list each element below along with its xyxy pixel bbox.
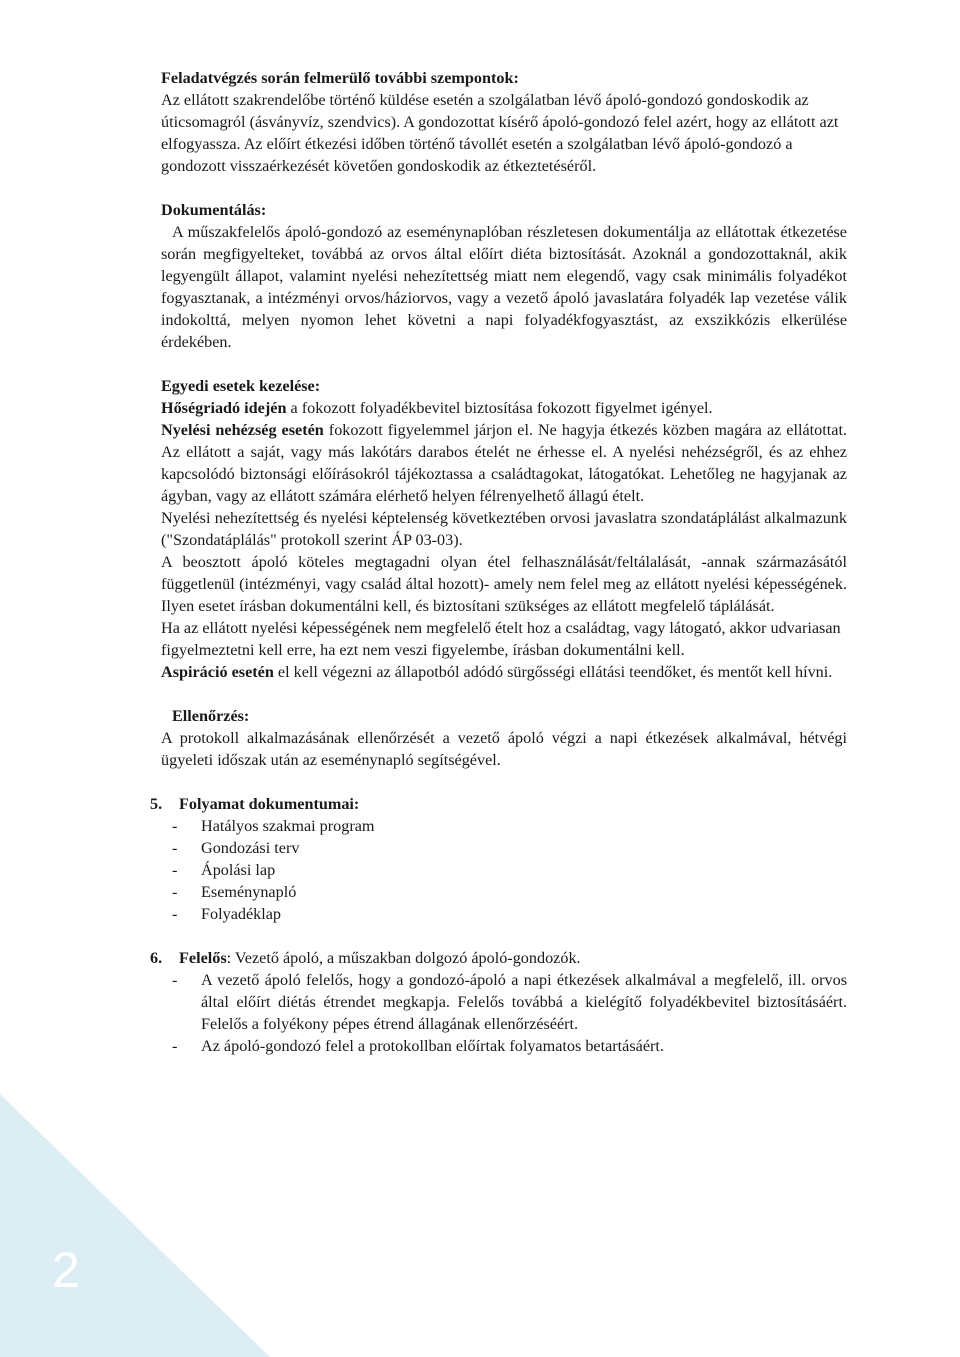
dash-bullet: - bbox=[172, 817, 178, 835]
section-folyamat-dokumentumai bbox=[150, 793, 847, 925]
nyelesi-nehezseg-label: Nyelési nehézség esetén bbox=[161, 421, 324, 439]
dokumentalas-paragraph: A műszakfelelős ápoló-gondozó az eseménynaplóban részletesen dokumentálja az ellátottak étkezetése során megfigyelteket, továbbá az orvos által előírt diéta biztosítását. Azoknál a gondozottaknál, akik legyengült állapot, valamint nyelési nehezítettség miatt nem elegendő, vagy csak minimális folyadékot fogyasztanak, a intézményi orvos/háziorvos, vagy a vezető ápoló javaslatára folyadék lap vezetése válik indokolttá, melyen nyomon lehet követni a napi folyadékfogyasztást, az exszikkózis elkerülése érdekében. bbox=[161, 223, 847, 351]
list-item bbox=[161, 815, 847, 837]
aspiracio-label: Aspiráció esetén bbox=[161, 663, 274, 681]
ellenorzes-paragraph: A protokoll alkalmazásának ellenőrzését a vezető ápoló végzi a napi étkezések alkalmával, hétvégi ügyeleti időszak után az eseménynapló segítségével. bbox=[161, 729, 847, 769]
section-6-number: 6. bbox=[150, 949, 163, 967]
section-6-title-rest: : Vezető ápoló, a műszakban dolgozó ápoló-gondozók. bbox=[226, 949, 581, 967]
dokumentalas-heading: Dokumentálás: bbox=[161, 201, 267, 219]
aspiracio-paragraph bbox=[161, 661, 847, 683]
dash-bullet: - bbox=[172, 839, 178, 857]
list-item-text: Az ápoló-gondozó felel a protokollban előírtak folyamatos betartásáért. bbox=[201, 1037, 664, 1055]
list-item-text: A vezető ápoló felelős, hogy a gondozó-ápoló a napi étkezések alkalmával a megfelelő, ill. orvos által előírt diétás étrendet megkapja. Felelős továbbá a kielégítő folyadékbevitel biztosításáért. Felelős a folyékony pépes étrend állagának ellenőrzéséért. bbox=[201, 971, 847, 1033]
list-item-text: Ápolási lap bbox=[201, 861, 276, 879]
hosegriado-paragraph bbox=[161, 397, 847, 419]
document-body bbox=[150, 67, 847, 1057]
section-ellenorzes bbox=[161, 705, 847, 771]
section-feladatvegzes bbox=[161, 67, 847, 177]
dash-bullet: - bbox=[172, 971, 178, 989]
list-item-text: Folyadéklap bbox=[201, 905, 282, 923]
beosztott-apolo-paragraph: A beosztott ápoló köteles megtagadni olyan étel felhasználását/feltálalását, -annak származásától függetlenül (intézményi, vagy család által hozott)- amely nem felel meg az ellátott nyelési képességének. Ilyen esetet írásban dokumentálni kell, és biztosítani szükséges az ellátott megfelelő táplálását. bbox=[161, 553, 847, 615]
list-item-text: Gondozási terv bbox=[201, 839, 300, 857]
dash-bullet: - bbox=[172, 861, 178, 879]
documents-list bbox=[161, 815, 847, 925]
hosegriado-label: Hőségriadó idején bbox=[161, 399, 287, 417]
ellenorzes-heading: Ellenőrzés: bbox=[172, 707, 250, 725]
list-item bbox=[161, 903, 847, 925]
aspiracio-text: el kell végezni az állapotból adódó sürgősségi ellátási teendőket, és mentőt kell hívni. bbox=[273, 663, 833, 681]
list-item bbox=[161, 859, 847, 881]
section-dokumentalas bbox=[161, 199, 847, 353]
list-item bbox=[161, 1035, 847, 1057]
csaladtag-paragraph: Ha az ellátott nyelési képességének nem megfelelő ételt hoz a családtag, vagy látogató, akkor udvariasan figyelmeztetni kell erre, ha ezt nem veszi figyelembe, írásban dokumentálni kell. bbox=[161, 619, 841, 659]
szondataplalas-paragraph: Nyelési nehezítettség és nyelési képtelenség következtében orvosi javaslatra szondatáplálást alkalmazunk ("Szondatáplálás" protokoll szerint ÁP 03-03). bbox=[161, 509, 847, 549]
egyedi-esetek-heading: Egyedi esetek kezelése: bbox=[161, 377, 321, 395]
list-item-text: Eseménynapló bbox=[201, 883, 297, 901]
dash-bullet: - bbox=[172, 1037, 178, 1055]
section-5-number: 5. bbox=[150, 795, 163, 813]
corner-decoration bbox=[0, 1094, 270, 1357]
list-item-text: Hatályos szakmai program bbox=[201, 817, 375, 835]
feladatvegzes-paragraph: Az ellátott szakrendelőbe történő küldése esetén a szolgálatban lévő ápoló-gondozó gondoskodik az úticsomagról (ásványvíz, szendvics). A gondozottat kísérő ápoló-gondozó felel azért, hogy az ellátott azt elfogyassza. Az előírt étkezési időben történő távollét esetén a szolgálatban lévő ápoló-gondozó a gondozott visszaérkezését követően gondoskodik az étkeztetéséről. bbox=[161, 91, 839, 175]
section-egyedi-esetek bbox=[161, 375, 847, 683]
page-number: 2 bbox=[52, 1242, 80, 1298]
list-item bbox=[161, 881, 847, 903]
feladatvegzes-heading: Feladatvégzés során felmerülő további szempontok: bbox=[161, 69, 519, 87]
section-5-heading bbox=[150, 793, 847, 815]
section-6-heading bbox=[150, 947, 847, 969]
nyelesi-nehezseg-text: fokozott figyelemmel járjon el. Ne hagyja étkezés közben magára az ellátottat. Az ellátott a saját, vagy más lakótárs darabos ételét ne érhesse el. A nyelési nehézségről, és az ehhez kapcsolódó biztonsági előírásokról tájékoztassa a családtagokat, látogatókat. Lehetőleg ne hagyjanak az ágyban, vagy az ellátott számára elérhető helyen félrenyelhető állagú ételt. bbox=[161, 421, 847, 505]
nyelesi-nehezseg-paragraph bbox=[161, 419, 847, 507]
section-5-title: Folyamat dokumentumai: bbox=[179, 795, 360, 813]
section-felelos bbox=[150, 947, 847, 1057]
list-item bbox=[161, 969, 847, 1035]
dash-bullet: - bbox=[172, 905, 178, 923]
responsibility-list bbox=[161, 969, 847, 1057]
dash-bullet: - bbox=[172, 883, 178, 901]
section-6-title: Felelős bbox=[179, 949, 227, 967]
hosegriado-text: a fokozott folyadékbevitel biztosítása fokozott figyelmet igényel. bbox=[286, 399, 713, 417]
list-item bbox=[161, 837, 847, 859]
